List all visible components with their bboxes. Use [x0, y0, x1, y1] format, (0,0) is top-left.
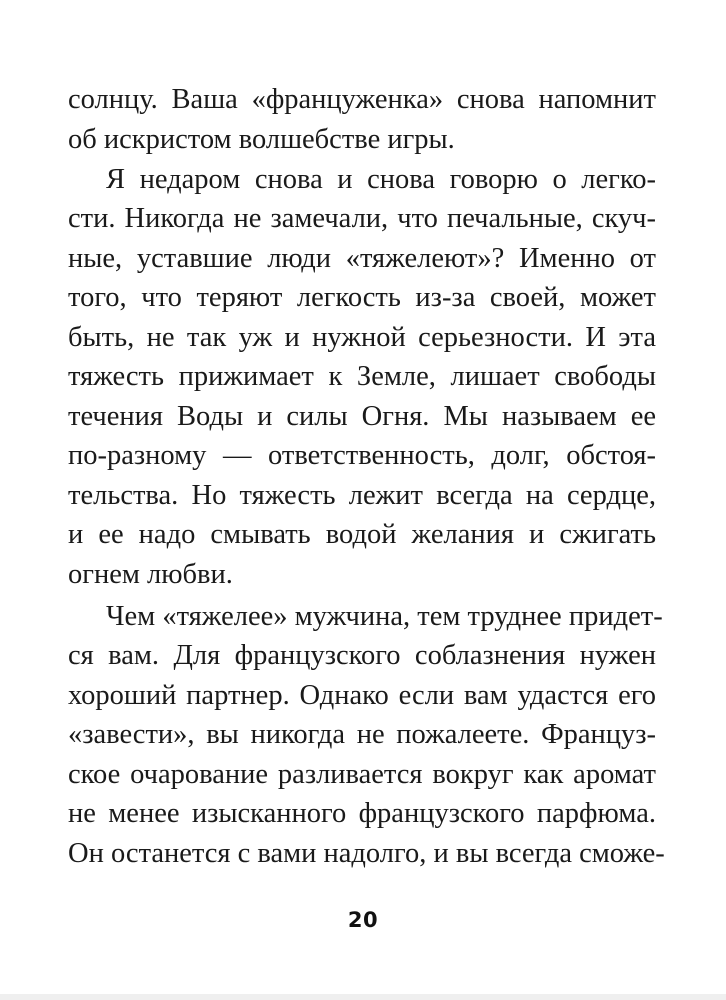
text-line: хороший партнер. Однако если вам удастся его — [68, 680, 656, 711]
text-line: солнцу. Ваша «француженка» снова напомнит — [68, 84, 656, 115]
text-line: того, что теряют легкость из-за своей, может — [68, 282, 656, 313]
text-line: Чем «тяжелее» мужчина, тем труднее придет- — [106, 601, 663, 632]
text-line: по-разному — ответственность, долг, обстоя- — [68, 440, 656, 471]
text-line: не менее изысканного французского парфюма. — [68, 798, 656, 829]
page-number: 20 — [347, 908, 379, 932]
text-line: об искристом волшебстве игры. — [68, 124, 455, 155]
text-line: ные, уставшие люди «тяжелеют»? Именно от — [68, 243, 656, 274]
text-line: тяжесть прижимает к Земле, лишает свободы — [68, 361, 656, 392]
text-line: ся вам. Для французского соблазнения нужен — [68, 640, 656, 671]
text-line: течения Воды и силы Огня. Мы называем ее — [68, 401, 656, 432]
text-line: ское очарование разливается вокруг как аромат — [68, 759, 656, 790]
text-line: и ее надо смывать водой желания и сжигать — [68, 519, 656, 550]
text-line: сти. Никогда не замечали, что печальные, скуч- — [68, 203, 656, 234]
text-line: Я недаром снова и снова говорю о легко- — [106, 164, 656, 195]
text-line: тельства. Но тяжесть лежит всегда на сердце, — [68, 480, 656, 511]
text-line: Он останется с вами надолго, и вы всегда сможе- — [68, 838, 665, 869]
page-bottom-edge — [0, 994, 726, 1000]
text-line: огнем любви. — [68, 559, 233, 590]
text-line: «завести», вы никогда не пожалеете. Француз- — [68, 719, 656, 750]
text-line: быть, не так уж и нужной серьезности. И эта — [68, 322, 656, 353]
